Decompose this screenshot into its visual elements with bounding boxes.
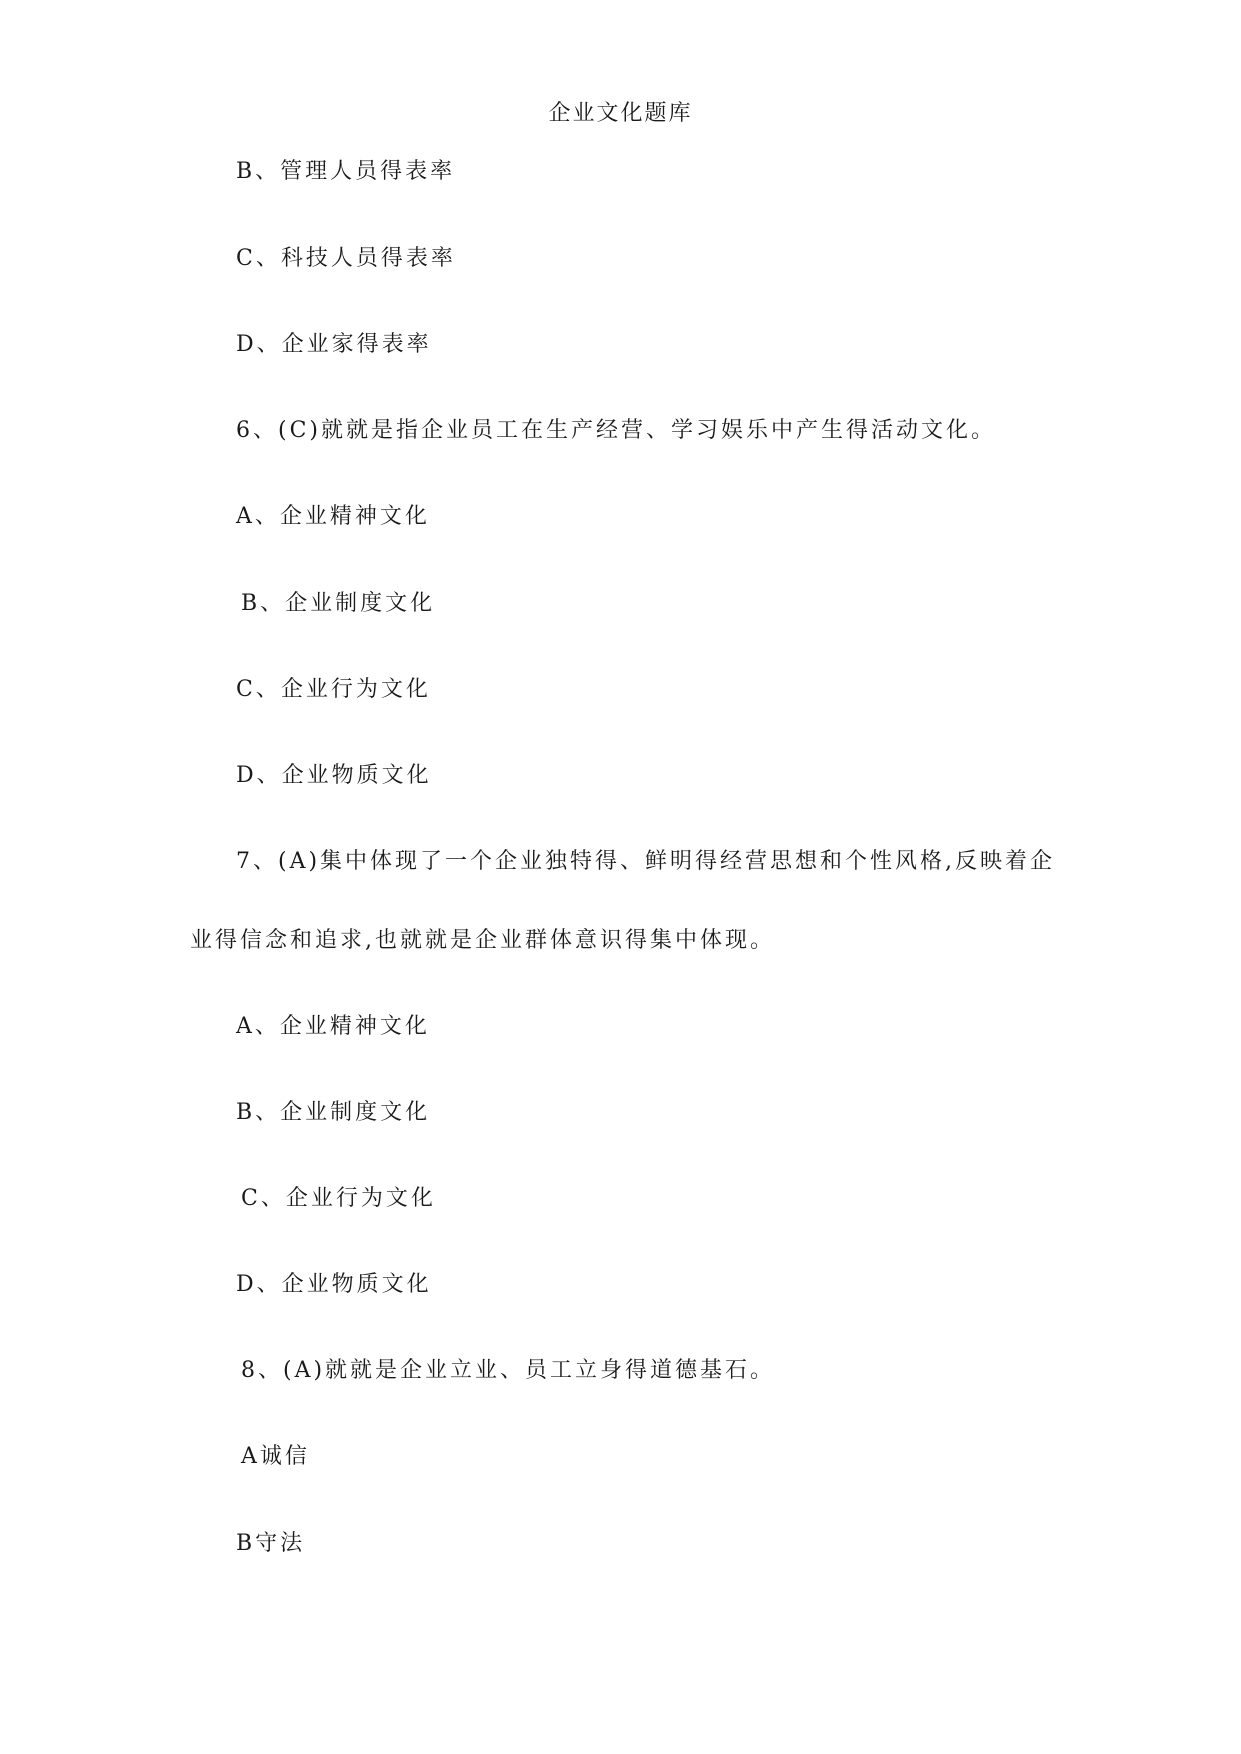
question-7-line-2: 业得信念和追求,也就就是企业群体意识得集中体现。 — [190, 928, 775, 953]
option-c-q5: C、科技人员得表率 — [236, 246, 456, 271]
option-b-q6: B、企业制度文化 — [241, 591, 436, 616]
question-6: 6、(C)就就是指企业员工在生产经营、学习娱乐中产生得活动文化。 — [236, 418, 996, 443]
question-8: 8、(A)就就是企业立业、员工立身得道德基石。 — [241, 1358, 776, 1383]
option-d-q7: D、企业物质文化 — [236, 1272, 432, 1297]
option-c-q6: C、企业行为文化 — [236, 677, 431, 702]
option-b-q7: B、企业制度文化 — [236, 1100, 431, 1125]
option-b-q5: B、管理人员得表率 — [236, 159, 456, 184]
page-header-title: 企业文化题库 — [548, 101, 693, 126]
question-7-line-1: 7、(A)集中体现了一个企业独特得、鲜明得经营思想和个性风格,反映着企 — [236, 849, 1056, 874]
option-d-q6: D、企业物质文化 — [236, 763, 432, 788]
option-a-q8: A诚信 — [241, 1444, 310, 1469]
option-d-q5: D、企业家得表率 — [236, 332, 432, 357]
option-a-q7: A、企业精神文化 — [236, 1014, 430, 1039]
option-c-q7: C、企业行为文化 — [241, 1186, 436, 1211]
option-a-q6: A、企业精神文化 — [236, 504, 430, 529]
option-b-q8: B守法 — [236, 1531, 306, 1556]
